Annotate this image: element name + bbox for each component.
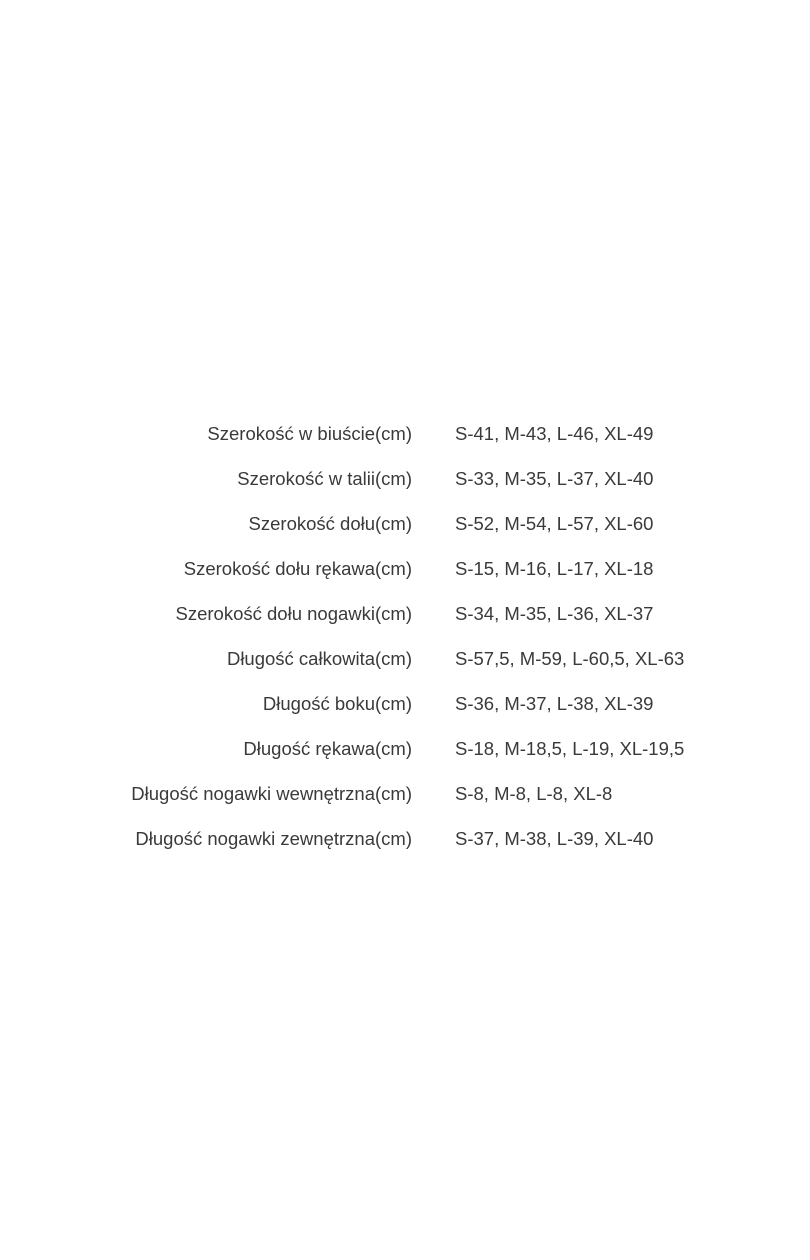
size-row-value: S-36, M-37, L-38, XL-39 <box>455 693 654 714</box>
size-row-bust-width <box>0 420 810 465</box>
size-row-waist-width <box>0 465 810 510</box>
size-row-sleeve-length <box>0 735 810 780</box>
size-row-value: S-57,5, M-59, L-60,5, XL-63 <box>455 648 685 669</box>
size-row-label: Długość nogawki wewnętrzna(cm) <box>131 783 412 804</box>
size-row-total-length <box>0 645 810 690</box>
size-row-value: S-52, M-54, L-57, XL-60 <box>455 513 654 534</box>
size-row-value: S-8, M-8, L-8, XL-8 <box>455 783 613 804</box>
size-row-label: Szerokość w talii(cm) <box>237 468 412 489</box>
size-row-leg-hem-width <box>0 600 810 645</box>
size-row-inseam-length <box>0 780 810 825</box>
size-row-label: Szerokość dołu(cm) <box>248 513 412 534</box>
size-row-label: Długość rękawa(cm) <box>243 738 412 759</box>
size-row-outseam-length <box>0 825 810 870</box>
size-row-value: S-41, M-43, L-46, XL-49 <box>455 423 654 444</box>
size-row-value: S-37, M-38, L-39, XL-40 <box>455 828 654 849</box>
size-row-sleeve-hem-width <box>0 555 810 600</box>
size-row-value: S-33, M-35, L-37, XL-40 <box>455 468 654 489</box>
size-row-label: Długość całkowita(cm) <box>226 648 412 669</box>
size-row-label: Szerokość w biuście(cm) <box>207 423 412 444</box>
size-row-label: Długość boku(cm) <box>262 693 412 714</box>
size-table <box>0 420 810 870</box>
size-row-value: S-18, M-18,5, L-19, XL-19,5 <box>455 738 685 759</box>
size-row-label: Szerokość dołu rękawa(cm) <box>183 558 412 579</box>
size-row-side-length <box>0 690 810 735</box>
size-row-value: S-34, M-35, L-36, XL-37 <box>455 603 654 624</box>
size-row-label: Szerokość dołu nogawki(cm) <box>175 603 412 624</box>
size-row-value: S-15, M-16, L-17, XL-18 <box>455 558 654 579</box>
size-row-hem-width <box>0 510 810 555</box>
size-row-label: Długość nogawki zewnętrzna(cm) <box>135 828 412 849</box>
